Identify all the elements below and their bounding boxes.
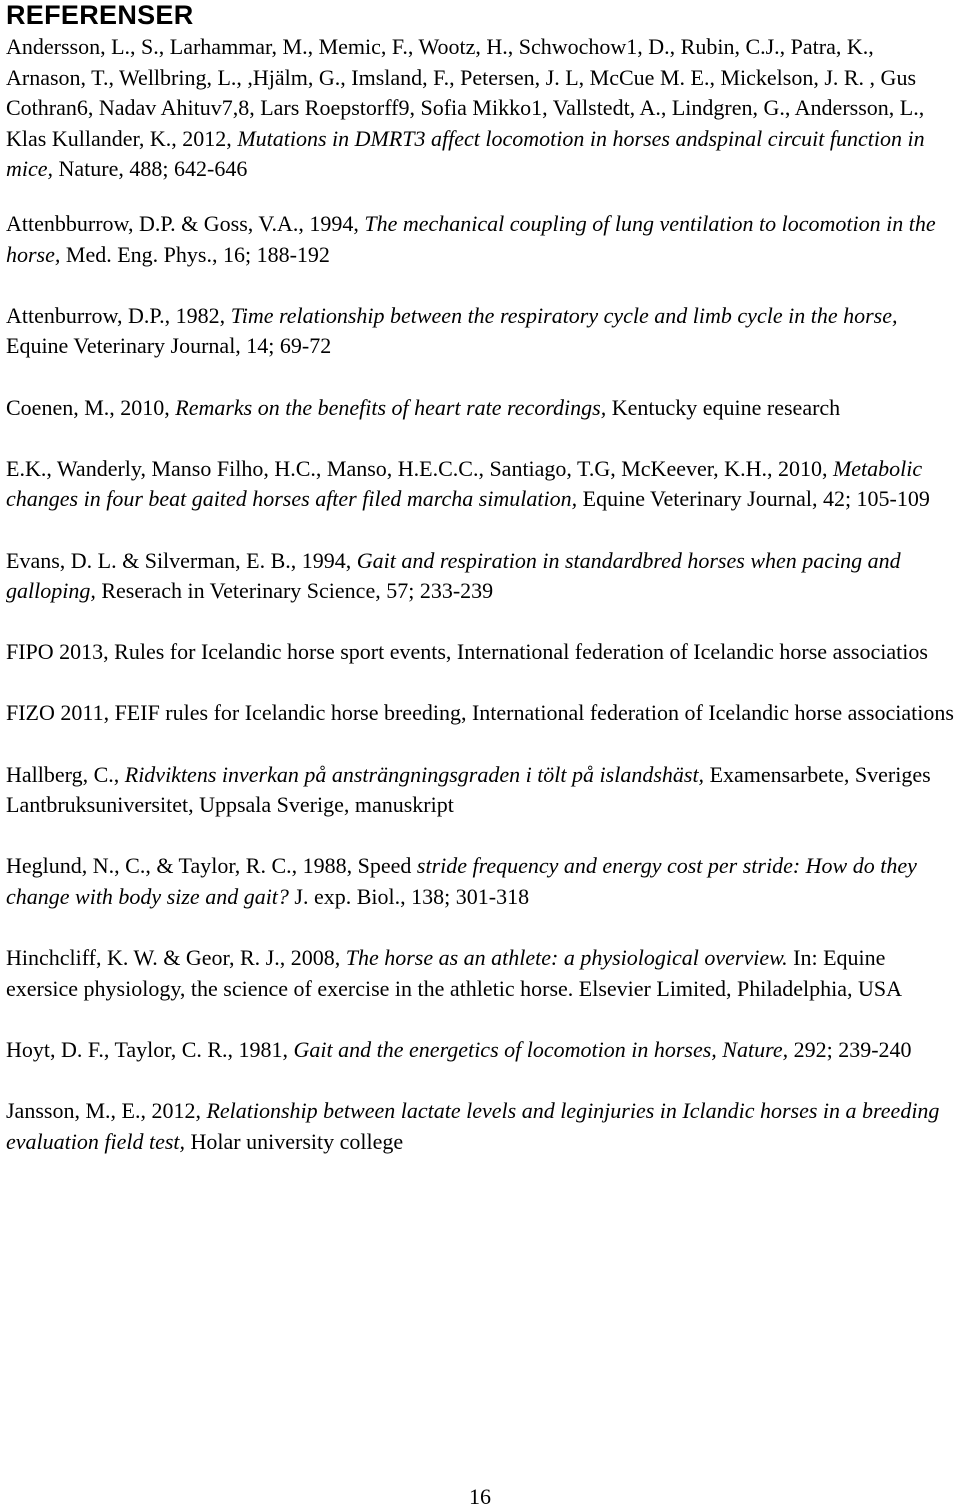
ref-authors: Hinchcliff, K. W. & Geor, R. J., 2008, <box>6 945 346 971</box>
ref-authors: Evans, D. L. & Silverman, E. B., 1994, <box>6 547 357 573</box>
reference-entry <box>6 454 958 515</box>
ref-title: Gait and respiration in standardbred horses when pacing and galloping, <box>6 547 901 604</box>
reference-entry <box>6 32 958 185</box>
ref-source: J. exp. Biol., 138; 301-318 <box>288 884 530 910</box>
ref-authors: Andersson, L., S., Larhammar, M., Memic, F., Wootz, H., Schwochow1, D., Rubin, C.J., Patra, K., Arnason, T., Wellbring, L., ,Hjälm, G., Imsland, F., Petersen, J. L, McCue M. E., Mickelson, J. R. , Gus Cothran6, Nadav Ahituv7,8, Lars Roepstorff9, Sofia Mikko1, Vallstedt, A., Lindgren, G., Andersson, L., Klas Kullander, K., 2012, <box>6 34 925 151</box>
ref-source: Equine Veterinary Journal, 42; 105-109 <box>577 486 930 512</box>
ref-title: Metabolic changes in four beat gaited horses after filed marcha simulation, <box>6 455 923 512</box>
ref-authors: Jansson, M., E., 2012, <box>6 1098 207 1124</box>
ref-source: In: Equine exersice physiology, the science of exercise in the athletic horse. Elsevier Limited, Philadelphia, USA <box>6 945 903 1001</box>
ref-source: Nature, 488; 642-646 <box>53 156 248 182</box>
ref-title: The mechanical coupling of lung ventilation to locomotion in the horse, <box>6 210 936 267</box>
references-heading: REFERENSER <box>6 0 194 30</box>
ref-source: Reserach in Veterinary Science, 57; 233-239 <box>95 578 494 604</box>
ref-title: Mutations in DMRT3 affect locomotion in horses andspinal circuit function in mice, <box>6 125 925 182</box>
reference-entry <box>6 943 958 1004</box>
ref-authors: Hallberg, C., <box>6 761 125 787</box>
reference-entry <box>6 851 958 912</box>
ref-source: Kentucky equine research <box>606 394 841 420</box>
reference-list <box>6 32 958 1188</box>
ref-title: Remarks on the benefits of heart rate recordings, <box>175 394 607 420</box>
ref-title: The horse as an athlete: a physiological overview. <box>345 945 788 971</box>
ref-title: Time relationship between the respiratory cycle and limb cycle in the horse, <box>230 302 898 328</box>
ref-authors: FIPO 2013, Rules for Icelandic horse sport events, International federation of Icelandic horse associatios <box>6 639 928 665</box>
ref-source: Examensarbete, Sveriges Lantbruksuniversitet, Uppsala Sverige, manuskript <box>6 761 931 818</box>
reference-entry <box>6 209 958 270</box>
ref-authors: Attenbburrow, D.P. & Goss, V.A., 1994, <box>6 210 365 236</box>
ref-title: Gait and the energetics of locomotion in horses, Nature, <box>293 1037 789 1062</box>
ref-title: stride frequency and energy cost per stride: How do they change with body size and gait? <box>6 853 917 910</box>
reference-entry <box>6 760 958 821</box>
ref-source: Med. Eng. Phys., 16; 188-192 <box>60 241 330 267</box>
ref-authors: Hoyt, D. F., Taylor, C. R., 1981, <box>6 1037 294 1062</box>
ref-authors: Coenen, M., 2010, <box>6 394 176 420</box>
ref-source: 292; 239-240 <box>788 1037 912 1062</box>
reference-entry <box>6 1096 958 1157</box>
reference-entry <box>6 637 958 668</box>
ref-authors: Heglund, N., C., & Taylor, R. C., 1988, Speed <box>6 853 417 879</box>
reference-entry <box>6 393 958 424</box>
ref-authors: Attenburrow, D.P., 1982, <box>6 302 231 328</box>
reference-entry <box>6 1035 958 1066</box>
reference-entry <box>6 546 958 607</box>
ref-title: Relationship between lactate levels and leginjuries in Iclandic horses in a breeding evaluation field test, <box>6 1098 940 1154</box>
page-number: 16 <box>469 1484 491 1509</box>
reference-entry <box>6 698 958 729</box>
ref-title: Ridviktens inverkan på ansträngningsgraden i tölt på islandshäst, <box>124 761 705 787</box>
ref-source: Equine Veterinary Journal, 14; 69-72 <box>6 333 332 359</box>
ref-authors: FIZO 2011, FEIF rules for Icelandic horse breeding, International federation of Icelandic horse associations <box>6 700 954 726</box>
reference-entry <box>6 301 958 362</box>
ref-authors: E.K., Wanderly, Manso Filho, H.C., Manso, H.E.C.C., Santiago, T.G, McKeever, K.H., 2010, <box>6 455 833 481</box>
ref-source: Holar university college <box>185 1128 404 1154</box>
